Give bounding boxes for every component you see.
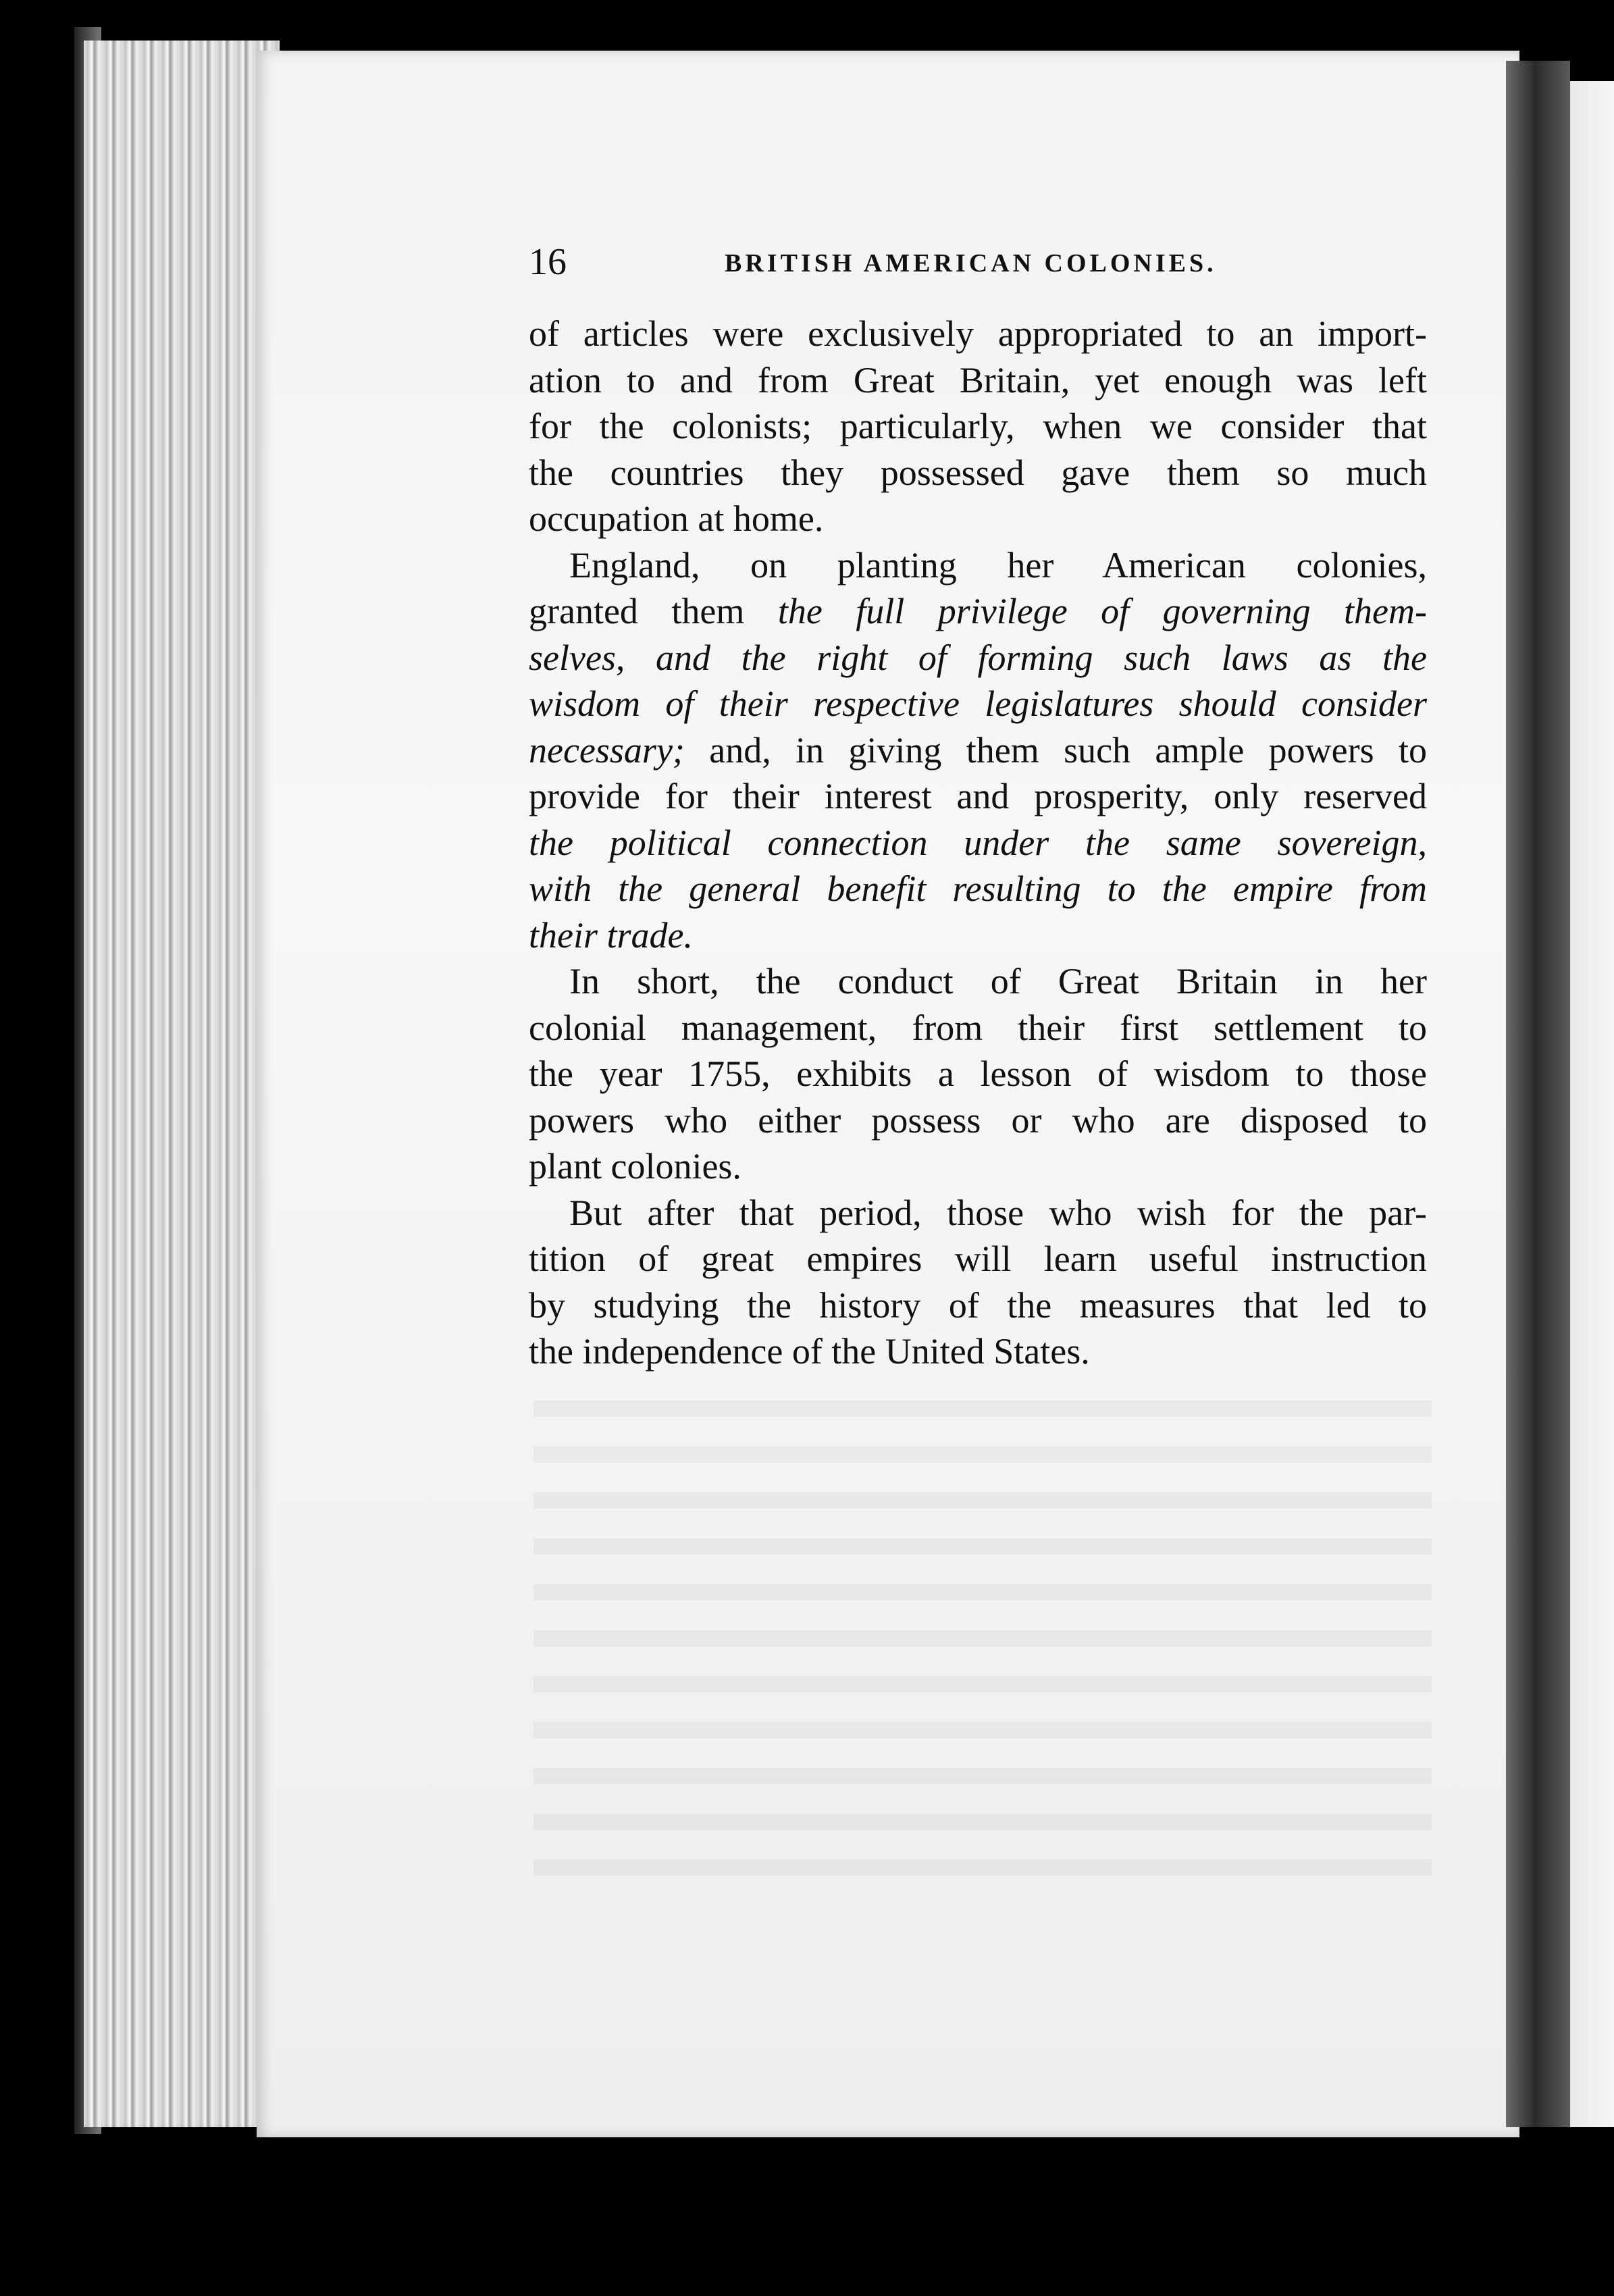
text-line: ation to and from Great Britain, yet enough was left xyxy=(529,359,1427,400)
text-line xyxy=(529,681,1427,727)
text-line: the countries they possessed gave them so much xyxy=(529,452,1427,493)
text-line: England, on planting her American colonies, xyxy=(569,544,1427,585)
text-line xyxy=(529,866,1427,912)
text-line: occupation at home. xyxy=(529,498,824,539)
text-line xyxy=(529,912,1427,959)
text-line: for the colonists; particularly, when we consider that xyxy=(529,406,1427,446)
text-line: the independence of the United States. xyxy=(529,1331,1090,1372)
italic-text: the full privilege of governing them- xyxy=(777,591,1427,631)
text-segment: granted them xyxy=(529,591,778,631)
italic-text: with the general benefit resulting to the empire from xyxy=(529,868,1427,909)
text-line: by studying the history of the measures that led to xyxy=(529,1284,1427,1326)
text-line: plant colonies. xyxy=(529,1146,741,1186)
bleed-through-text xyxy=(533,1378,1432,1891)
text-line: colonial management, from their first settlement to xyxy=(529,1007,1427,1048)
page-number: 16 xyxy=(529,241,567,283)
italic-text: wisdom of their respective legislatures should consider xyxy=(529,683,1427,724)
text-segment: and, in giving them such ample powers to xyxy=(684,729,1427,771)
text-line xyxy=(529,727,1427,774)
text-line: of articles were exclusively appropriated to an import- xyxy=(529,313,1427,354)
text-line xyxy=(529,635,1427,681)
adjacent-page-sliver xyxy=(1570,81,1614,2127)
italic-text: selves, and the right of forming such laws as the xyxy=(529,637,1427,678)
text-line xyxy=(529,820,1427,866)
running-head xyxy=(529,240,1420,284)
text-line: provide for their interest and prosperity, only reserved xyxy=(529,776,1427,816)
book-gutter xyxy=(1506,61,1570,2127)
italic-text: the political connection under the same sovereign, xyxy=(529,822,1427,863)
text-line: the year 1755, exhibits a lesson of wisdom to those xyxy=(529,1053,1427,1094)
italic-text: their trade. xyxy=(529,914,693,956)
text-line: tition of great empires will learn useful instruction xyxy=(529,1238,1427,1279)
body-text xyxy=(529,311,1427,1375)
text-line: But after that period, those who wish for the par- xyxy=(569,1192,1427,1233)
text-line: In short, the conduct of Great Britain in her xyxy=(569,961,1427,1001)
stacked-page-edges xyxy=(81,41,280,2127)
running-title: BRITISH AMERICAN COLONIES. xyxy=(725,249,1217,278)
text-line: powers who either possess or who are disposed to xyxy=(529,1099,1427,1141)
italic-text: necessary; xyxy=(529,729,685,771)
text-line xyxy=(529,588,1427,635)
